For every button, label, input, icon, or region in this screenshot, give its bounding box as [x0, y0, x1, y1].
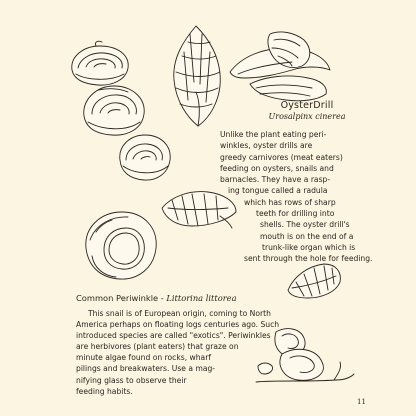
text-line: are herbivores (plant eaters) that graze on [76, 342, 239, 352]
text-line: winkles, oyster drills are [220, 141, 313, 151]
text-line: which has rows of sharp [244, 197, 336, 207]
periwinkle-shell-illustration [114, 130, 176, 186]
text-line: shells. The oyster drill's [260, 220, 350, 230]
text-line: introduced species are called "exotics". Periwinkles [76, 331, 271, 341]
periwinkle-heading [76, 293, 336, 303]
oyster-drill-on-oyster-illustration [222, 26, 334, 110]
text-line: pilings and breakwaters. Use a mag- [76, 364, 216, 374]
text-line: greedy carnivores (meat eaters) [220, 152, 343, 162]
text-line: ing tongue called a radula [228, 186, 328, 196]
text-line: teeth for drilling into [256, 209, 335, 219]
text-line: This snail is of European origin, coming to North [88, 309, 271, 318]
oyster-drill-name: OysterDrill [280, 100, 334, 111]
text-line: mouth is on the end of a [260, 231, 354, 241]
periwinkle-aperture-illustration [78, 206, 164, 286]
periwinkle-latin-name: Littorina littorea [166, 293, 237, 303]
text-line: America perhaps on floating logs centuries ago. Such [76, 320, 280, 330]
periwinkle-description [76, 308, 306, 397]
text-line: sent through the hole for feeding. [244, 254, 373, 264]
oyster-drill-caption [218, 100, 396, 121]
page-number: 11 [357, 398, 366, 406]
oyster-drill-latin-name: Urosalpinx cinerea [268, 112, 346, 121]
text-line: Unlike the plant eating peri- [220, 130, 327, 139]
periwinkle-common-name: Common Periwinkle - [76, 293, 167, 303]
text-line: feeding habits. [76, 386, 133, 396]
text-line: feeding on oysters, snails and [220, 163, 334, 173]
text-line: minute algae found on rocks, wharf [76, 353, 212, 363]
text-line: barnacles. They have a rasp- [220, 175, 331, 185]
text-line: trunk-like organ which is [262, 242, 356, 252]
oyster-drill-description [220, 129, 400, 265]
text-line: nifying glass to observe their [76, 375, 187, 385]
